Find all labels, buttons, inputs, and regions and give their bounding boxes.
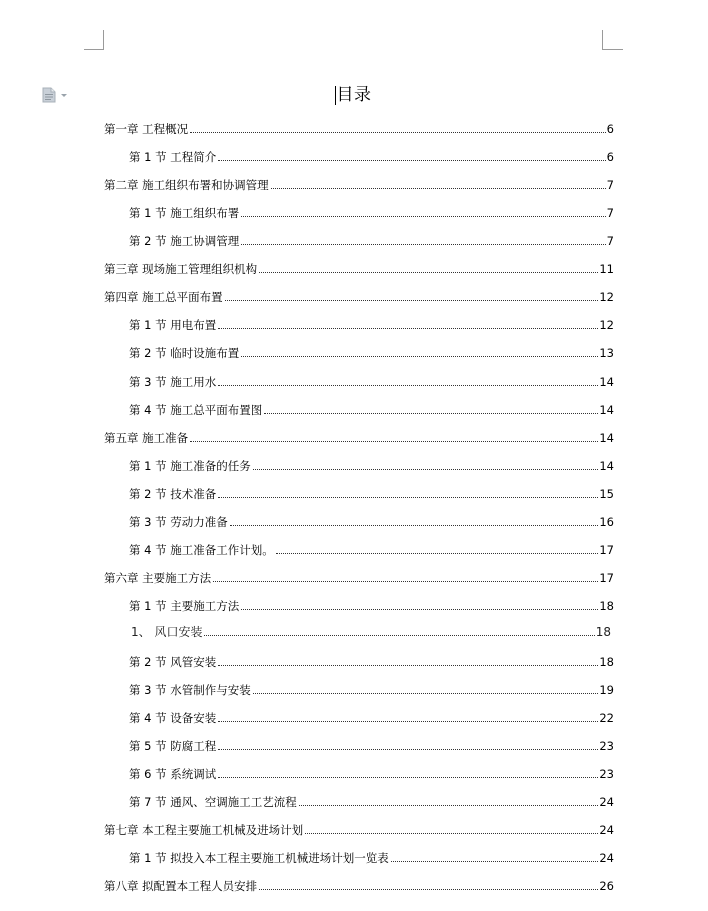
toc-dot-leader xyxy=(271,187,606,189)
toc-entry-label: 第六章 主要施工方法 xyxy=(104,570,212,585)
toc-dot-leader xyxy=(204,634,594,636)
toc-section-entry[interactable] xyxy=(129,679,614,697)
toc-chapter-entry[interactable] xyxy=(104,875,614,893)
toc-entry-label: 第 2 节 技术准备 xyxy=(129,486,217,501)
toc-entry-label: 第二章 施工组织布署和协调管理 xyxy=(104,178,269,193)
toc-dot-leader xyxy=(264,412,598,414)
toc-dot-leader xyxy=(218,748,598,750)
toc-section-entry[interactable] xyxy=(129,230,614,248)
toc-page-number: 18 xyxy=(595,624,611,639)
toc-section-entry[interactable] xyxy=(129,763,614,781)
toc-entry-label: 第 4 节 设备安装 xyxy=(129,711,217,726)
toc-page-number: 7 xyxy=(606,206,614,221)
toc-dot-leader xyxy=(218,776,598,778)
page-title: 目录 xyxy=(336,85,372,105)
toc-entry-label: 1、 风口安装 xyxy=(131,624,203,639)
toc-page-number: 23 xyxy=(599,767,614,782)
toc-entry-label: 第 1 节 拟投入本工程主要施工机械进场计划一览表 xyxy=(129,851,389,866)
toc-section-entry[interactable] xyxy=(129,791,614,809)
toc-chapter-entry[interactable] xyxy=(104,258,614,276)
toc-dot-leader xyxy=(241,355,598,357)
toc-page-number: 14 xyxy=(599,458,614,473)
toc-entry-label: 第七章 本工程主要施工机械及进场计划 xyxy=(104,823,304,838)
toc-entry-label: 第 4 节 施工准备工作计划。 xyxy=(129,542,274,557)
toc-section-entry[interactable] xyxy=(129,202,614,220)
toc-entry-label: 第 2 节 临时设施布置 xyxy=(129,346,240,361)
toc-entry-label: 第八章 拟配置本工程人员安排 xyxy=(104,879,258,894)
toc-entry-label: 第 1 节 工程简介 xyxy=(129,150,217,165)
toc-entry-label: 第 1 节 用电布置 xyxy=(129,318,217,333)
toc-chapter-entry[interactable] xyxy=(104,427,614,445)
toc-page-number: 7 xyxy=(606,178,614,193)
toc-page-number: 17 xyxy=(599,570,614,585)
toc-page-number: 7 xyxy=(606,234,614,249)
toc-page-number: 6 xyxy=(606,122,614,136)
toc-section-entry[interactable] xyxy=(129,735,614,753)
toc-entry-label: 第三章 现场施工管理组织机构 xyxy=(104,262,258,277)
toc-section-entry[interactable] xyxy=(129,707,614,725)
toc-dot-leader xyxy=(218,384,598,386)
toc-section-entry[interactable] xyxy=(129,342,614,360)
toc-dot-leader xyxy=(218,664,598,666)
toc-section-entry[interactable] xyxy=(129,511,614,529)
toc-dot-leader xyxy=(213,580,598,582)
toc-chapter-entry[interactable] xyxy=(104,118,614,136)
toc-page-number: 16 xyxy=(599,514,614,529)
toc-page-number: 24 xyxy=(599,851,614,866)
toc-dot-leader xyxy=(190,440,598,442)
toc-page-number: 11 xyxy=(599,262,614,277)
toc-section-entry[interactable] xyxy=(129,595,614,613)
toc-dot-leader xyxy=(218,327,598,329)
toc-dot-leader xyxy=(253,692,599,694)
toc-dot-leader xyxy=(276,552,599,554)
toc-entry-label: 第 2 节 施工协调管理 xyxy=(129,234,240,249)
toc-entry-label: 第 3 节 劳动力准备 xyxy=(129,514,228,529)
toc-page-number: 17 xyxy=(599,542,614,557)
toc-page-number: 13 xyxy=(599,346,614,361)
toc-entry-label: 第五章 施工准备 xyxy=(104,430,189,445)
toc-dot-leader xyxy=(225,299,599,301)
toc-page-number: 24 xyxy=(599,795,614,810)
toc-dot-leader xyxy=(391,860,599,862)
toc-page-number: 18 xyxy=(599,598,614,613)
toc-entry-label: 第 6 节 系统调试 xyxy=(129,767,217,782)
toc-entry-label: 第 5 节 防腐工程 xyxy=(129,739,217,754)
toc-entry-label: 第 2 节 风管安装 xyxy=(129,655,217,669)
toc-page-number: 18 xyxy=(599,655,614,669)
toc-entry-label: 第 1 节 主要施工方法 xyxy=(129,598,240,613)
toc-page-number: 12 xyxy=(599,318,614,333)
toc-dot-leader xyxy=(190,131,606,133)
toc-section-entry[interactable] xyxy=(129,371,614,389)
toc-dot-leader xyxy=(305,832,598,834)
toc-dot-leader xyxy=(259,888,598,890)
toc-dot-leader xyxy=(241,243,605,245)
toc-dot-leader xyxy=(230,524,599,526)
toc-dot-leader xyxy=(299,804,599,806)
toc-page-number: 14 xyxy=(599,402,614,417)
toc-section-entry[interactable] xyxy=(129,314,614,332)
toc-dot-leader xyxy=(241,215,605,217)
toc-page-number: 26 xyxy=(599,879,614,894)
toc-chapter-entry[interactable] xyxy=(104,567,614,585)
toc-dot-leader xyxy=(241,608,598,610)
toc-dot-leader xyxy=(218,496,598,498)
toc-dot-leader xyxy=(253,468,599,470)
toc-chapter-entry[interactable] xyxy=(104,286,614,304)
toc-page-number: 24 xyxy=(599,823,614,838)
toc-entry-label: 第 3 节 水管制作与安装 xyxy=(129,683,251,697)
toc-entry-label: 第 1 节 施工准备的任务 xyxy=(129,458,251,473)
toc-page-number: 6 xyxy=(606,150,614,165)
toc-page-number: 14 xyxy=(599,374,614,389)
toc-section-entry[interactable] xyxy=(129,455,614,473)
toc-page-number: 23 xyxy=(599,739,614,754)
toc-page-number: 14 xyxy=(599,430,614,445)
toc-chapter-entry[interactable] xyxy=(104,174,614,192)
toc-section-entry[interactable] xyxy=(129,146,614,164)
toc-section-entry[interactable] xyxy=(129,847,614,865)
toc-page-number: 19 xyxy=(599,683,614,697)
toc-page-number: 15 xyxy=(599,486,614,501)
toc-entry-label: 第一章 工程概况 xyxy=(104,122,189,136)
toc-entry-label: 第四章 施工总平面布置 xyxy=(104,290,223,305)
toc-entry-label: 第 3 节 施工用水 xyxy=(129,374,217,389)
toc-section-entry[interactable] xyxy=(129,483,614,501)
toc-section-entry[interactable] xyxy=(129,399,614,417)
toc-chapter-entry[interactable] xyxy=(104,819,614,837)
toc-page-number: 22 xyxy=(599,711,614,726)
toc-dot-leader xyxy=(218,720,598,722)
toc-section-entry[interactable] xyxy=(129,651,614,669)
toc-section-entry[interactable] xyxy=(129,539,614,557)
toc-entry-label: 第 1 节 施工组织布署 xyxy=(129,206,240,221)
toc-dot-leader xyxy=(259,271,598,273)
toc-entry-label: 第 4 节 施工总平面布置图 xyxy=(129,402,263,417)
toc-dot-leader xyxy=(218,159,605,161)
toc-entry-label: 第 7 节 通风、空调施工工艺流程 xyxy=(129,795,297,810)
toc-page-number: 12 xyxy=(599,290,614,305)
toc-section-entry[interactable] xyxy=(131,621,611,639)
